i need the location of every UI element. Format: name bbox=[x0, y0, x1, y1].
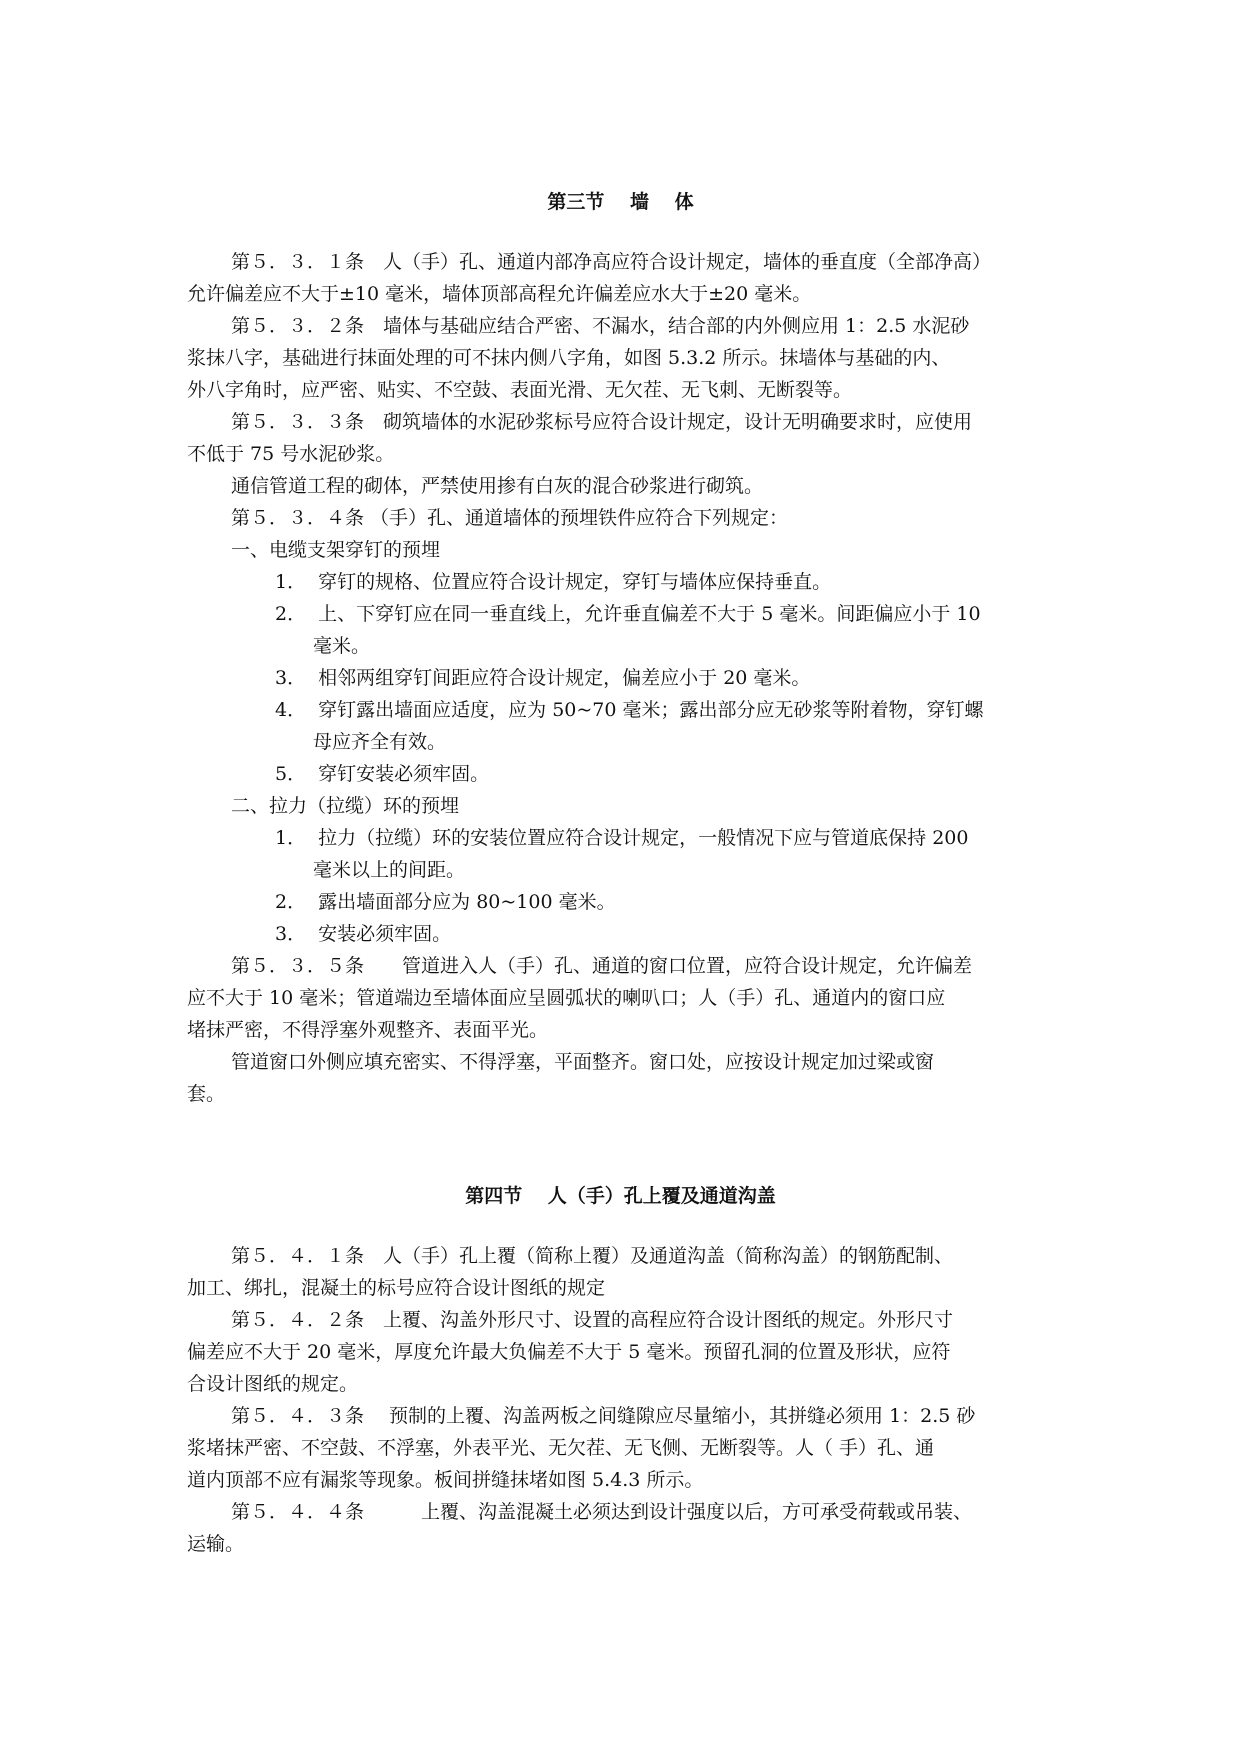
article-5-4-3-line-2: 浆堵抹严密、不空鼓、不浮塞，外表平光、无欠茬、无飞侧、无断裂等。人（ 手）孔、通 bbox=[187, 1437, 935, 1459]
article-5-3-4-line-1: 第５．３．４条 （手）孔、通道墙体的预埋铁件应符合下列规定： bbox=[231, 507, 789, 529]
article-5-3-1-line-1: 第５．３．１条 人（手）孔、通道内部净高应符合设计规定，墙体的垂直度（全部净高） bbox=[231, 251, 992, 273]
subsection-heading-2: 二、拉力（拉缆）环的预埋 bbox=[231, 795, 460, 817]
list-item-2-1: 1． 拉力（拉缆）环的安装位置应符合设计规定，一般情况下应与管道底保持 200 bbox=[275, 827, 969, 849]
article-5-3-5-line-3: 堵抹严密，不得浮塞外观整齐、表面平光。 bbox=[187, 1019, 549, 1041]
article-5-4-1-line-2: 加工、绑扎，混凝土的标号应符合设计图纸的规定 bbox=[187, 1277, 606, 1299]
article-5-3-5-line-1: 第５．３．５条 管道进入人（手）孔、通道的窗口位置，应符合设计规定，允许偏差 bbox=[231, 955, 973, 977]
article-5-4-4-line-2: 运输。 bbox=[187, 1533, 245, 1555]
article-5-3-3-line-1: 第５．３．３条 砌筑墙体的水泥砂浆标号应符合设计规定，设计无明确要求时，应使用 bbox=[231, 411, 973, 433]
article-5-3-1-line-2: 允许偏差应不大于±10 毫米，墙体顶部高程允许偏差应水大于±20 毫米。 bbox=[187, 283, 812, 305]
article-5-4-1-line-1: 第５．４．１条 人（手）孔上覆（简称上覆）及通道沟盖（简称沟盖）的钢筋配制、 bbox=[231, 1245, 954, 1267]
article-5-4-2-line-3: 合设计图纸的规定。 bbox=[187, 1373, 359, 1395]
section-3-title: 第三节 墙 体 bbox=[547, 191, 694, 213]
list-item-1-2-cont: 毫米。 bbox=[313, 635, 371, 657]
list-item-2-2: 2． 露出墙面部分应为 80~100 毫米。 bbox=[275, 891, 616, 913]
article-5-4-3-line-1: 第５．４．３条 预制的上覆、沟盖两板之间缝隙应尽量缩小，其拼缝必须用 1：2.5 砂 bbox=[231, 1405, 976, 1427]
article-5-4-4-line-1: 第５．４．４条 上覆、沟盖混凝土必须达到设计强度以后，方可承受荷载或吊装、 bbox=[231, 1501, 973, 1523]
list-item-1-4: 4． 穿钉露出墙面应适度，应为 50~70 毫米；露出部分应无砂浆等附着物，穿钉螺 bbox=[275, 699, 984, 721]
list-item-1-1: 1． 穿钉的规格、位置应符合设计规定，穿钉与墙体应保持垂直。 bbox=[275, 571, 832, 593]
list-item-1-2: 2． 上、下穿钉应在同一垂直线上，允许垂直偏差不大于 5 毫米。间距偏应小于 10 bbox=[275, 603, 981, 625]
subsection-heading-1: 一、电缆支架穿钉的预埋 bbox=[231, 539, 441, 561]
article-5-3-5-line-2: 应不大于 10 毫米；管道端边至墙体面应呈圆弧状的喇叭口；人（手）孔、通道内的窗口应 bbox=[187, 987, 946, 1009]
list-item-1-4-cont: 母应齐全有效。 bbox=[313, 731, 447, 753]
masonry-note: 通信管道工程的砌体，严禁使用掺有白灰的混合砂浆进行砌筑。 bbox=[231, 475, 764, 497]
article-5-4-3-line-3: 道内顶部不应有漏浆等现象。板间拼缝抹堵如图 5.4.3 所示。 bbox=[187, 1469, 704, 1491]
window-note-line-2: 套。 bbox=[187, 1083, 226, 1105]
section-4-title: 第四节 人（手）孔上覆及通道沟盖 bbox=[465, 1185, 776, 1207]
list-item-1-3: 3． 相邻两组穿钉间距应符合设计规定，偏差应小于 20 毫米。 bbox=[275, 667, 811, 689]
article-5-4-2-line-2: 偏差应不大于 20 毫米，厚度允许最大负偏差不大于 5 毫米。预留孔洞的位置及形状，应符 bbox=[187, 1341, 951, 1363]
article-5-4-2-line-1: 第５．４．２条 上覆、沟盖外形尺寸、设置的高程应符合设计图纸的规定。外形尺寸 bbox=[231, 1309, 954, 1331]
window-note-line-1: 管道窗口外侧应填充密实、不得浮塞，平面整齐。窗口处，应按设计规定加过梁或窗 bbox=[231, 1051, 935, 1073]
list-item-2-3: 3． 安装必须牢固。 bbox=[275, 923, 452, 945]
list-item-1-5: 5． 穿钉安装必须牢固。 bbox=[275, 763, 490, 785]
article-5-3-2-line-3: 外八字角时，应严密、贴实、不空鼓、表面光滑、无欠茬、无飞刺、无断裂等。 bbox=[187, 379, 853, 401]
list-item-2-1-cont: 毫米以上的间距。 bbox=[313, 859, 466, 881]
article-5-3-2-line-2: 浆抹八字，基础进行抹面处理的可不抹内侧八字角，如图 5.3.2 所示。抹墙体与基础的内、 bbox=[187, 347, 951, 369]
article-5-3-2-line-1: 第５．３．２条 墙体与基础应结合严密、不漏水，结合部的内外侧应用 1：2.5 水泥砂 bbox=[231, 315, 970, 337]
article-5-3-3-line-2: 不低于 75 号水泥砂浆。 bbox=[187, 443, 395, 465]
